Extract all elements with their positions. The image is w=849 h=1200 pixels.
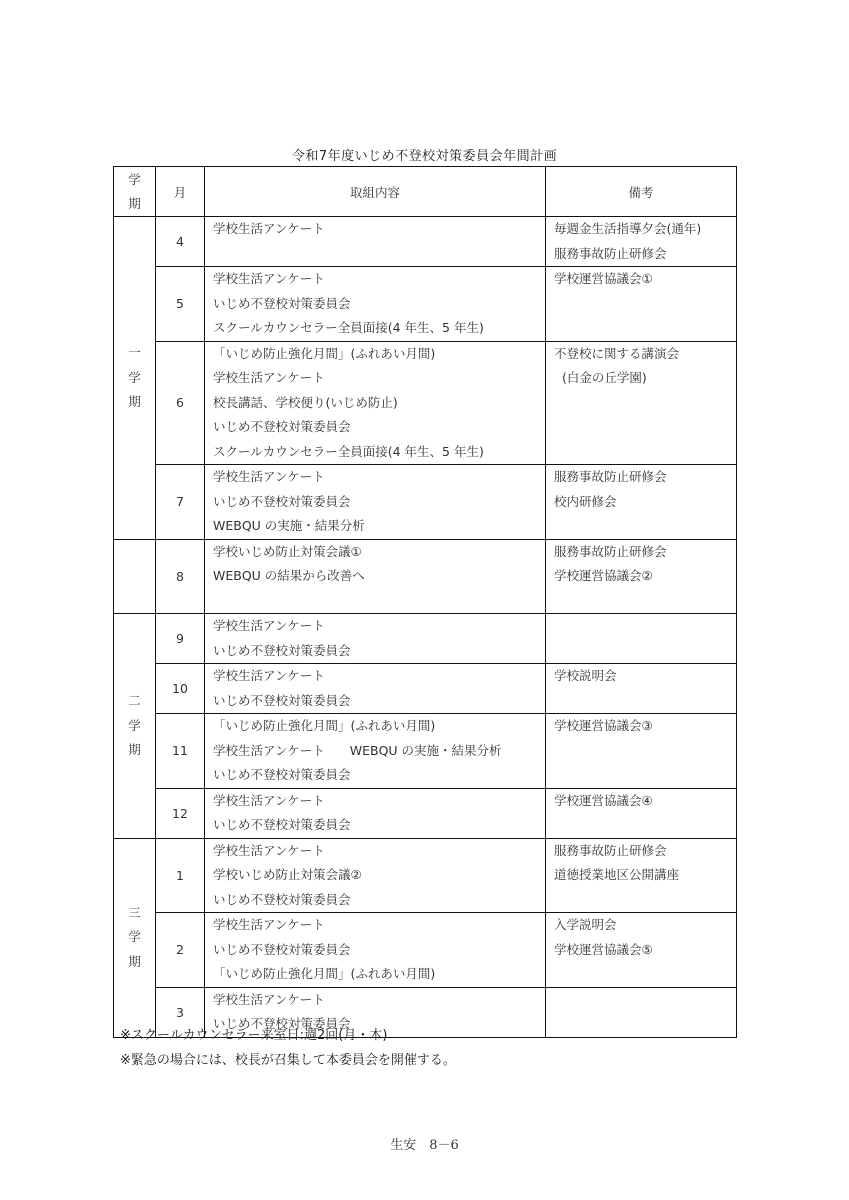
month-cell: 2 <box>156 913 205 988</box>
note-line: 毎週金生活指導夕会(通年) <box>554 221 702 236</box>
content-line: いじめ不登校対策委員会 <box>213 419 351 434</box>
month-cell: 11 <box>156 714 205 789</box>
content-cell <box>205 714 546 789</box>
content-line: WEBQU の結果から改善へ <box>213 568 365 583</box>
content-line: 学校生活アンケート <box>213 469 325 484</box>
month-cell: 10 <box>156 664 205 714</box>
footnote-counselor: ※スクールカウンセラー来室日:週2回(月・木) <box>120 1028 388 1043</box>
table-row <box>114 341 737 465</box>
note-cell <box>546 614 737 664</box>
note-cell <box>546 838 737 913</box>
note-line: (白金の丘学園) <box>554 370 647 385</box>
note-line: 学校運営協議会① <box>554 271 653 286</box>
header-content: 取組内容 <box>205 167 546 217</box>
content-line: 学校生活アンケート <box>213 842 325 858</box>
table-row <box>114 217 737 267</box>
term-cell: 三 学 期 <box>114 838 156 1037</box>
note-line: 服務事故防止研修会 <box>554 245 667 261</box>
note-cell <box>546 664 737 714</box>
content-cell <box>205 217 546 267</box>
header-term: 学 期 <box>114 167 156 217</box>
content-cell <box>205 341 546 465</box>
content-line: いじめ不登校対策委員会 <box>213 1016 351 1031</box>
note-cell <box>546 341 737 465</box>
table-row <box>114 539 737 614</box>
content-line: 学校生活アンケート <box>213 370 325 385</box>
content-line: いじめ不登校対策委員会 <box>213 295 351 311</box>
content-line: スクールカウンセラー全員面接(4 年生、5 年生) <box>213 320 484 335</box>
content-cell <box>205 838 546 913</box>
header-note: 備考 <box>546 167 737 217</box>
note-line: 学校説明会 <box>554 668 617 683</box>
note-cell <box>546 217 737 267</box>
content-cell <box>205 664 546 714</box>
content-line: 学校生活アンケート <box>213 668 325 683</box>
note-line: 入学説明会 <box>554 917 617 932</box>
month-cell: 12 <box>156 788 205 838</box>
content-line: 学校生活アンケート <box>213 271 325 286</box>
content-line: 学校生活アンケート WEBQU の実施・結果分析 <box>213 742 502 758</box>
page-number: 生安 8－6 <box>390 1138 459 1153</box>
note-cell <box>546 913 737 988</box>
term-cell: 一 学 期 <box>114 217 156 540</box>
content-line: 「いじめ防止強化月間」(ふれあい月間) <box>213 345 436 361</box>
note-cell <box>546 267 737 342</box>
month-cell: 6 <box>156 341 205 465</box>
content-line: 学校生活アンケート <box>213 221 325 236</box>
table-row <box>114 838 737 913</box>
note-line: 学校運営協議会⑤ <box>554 941 653 957</box>
content-line: いじめ不登校対策委員会 <box>213 692 351 708</box>
table-row <box>114 664 737 714</box>
content-line: 学校生活アンケート <box>213 618 325 633</box>
term-cell: 二 学 期 <box>114 614 156 839</box>
content-line: 学校生活アンケート <box>213 792 325 808</box>
table-row <box>114 614 737 664</box>
content-cell <box>205 913 546 988</box>
month-cell: 3 <box>156 987 205 1037</box>
month-cell: 7 <box>156 465 205 540</box>
content-line: いじめ不登校対策委員会 <box>213 767 351 782</box>
footnotes <box>120 1024 456 1073</box>
page-title: 令和7年度いじめ不登校対策委員会年間計画 <box>291 149 558 164</box>
month-cell: 1 <box>156 838 205 913</box>
table-row <box>114 465 737 540</box>
content-cell <box>205 267 546 342</box>
annual-plan-table <box>113 166 737 1038</box>
content-line: 学校生活アンケート <box>213 991 325 1007</box>
content-line: 学校いじめ防止対策会議① <box>213 543 362 559</box>
month-cell: 5 <box>156 267 205 342</box>
term-cell <box>114 539 156 614</box>
table-header-row <box>114 167 737 217</box>
note-line: 学校運営協議会④ <box>554 792 653 808</box>
content-line: 学校生活アンケート <box>213 917 325 932</box>
note-cell <box>546 987 737 1037</box>
content-line: いじめ不登校対策委員会 <box>213 817 351 832</box>
table-body <box>114 217 737 1038</box>
note-line: 不登校に関する講演会 <box>554 345 680 361</box>
note-line: 道徳授業地区公開講座 <box>554 867 680 882</box>
month-cell: 9 <box>156 614 205 664</box>
note-line: 学校運営協議会③ <box>554 718 653 733</box>
month-cell: 4 <box>156 217 205 267</box>
header-month: 月 <box>156 167 205 217</box>
content-cell <box>205 614 546 664</box>
content-line: WEBQU の実施・結果分析 <box>213 518 365 533</box>
content-line: 校長講話、学校便り(いじめ防止) <box>213 394 398 410</box>
content-line: 「いじめ防止強化月間」(ふれあい月間) <box>213 718 436 733</box>
note-cell <box>546 788 737 838</box>
content-cell <box>205 539 546 614</box>
note-line: 服務事故防止研修会 <box>554 842 667 858</box>
content-line: いじめ不登校対策委員会 <box>213 642 351 658</box>
content-line: 「いじめ防止強化月間」(ふれあい月間) <box>213 966 436 981</box>
month-cell: 8 <box>156 539 205 614</box>
note-line: 服務事故防止研修会 <box>554 543 667 559</box>
table-row <box>114 714 737 789</box>
note-cell <box>546 539 737 614</box>
content-line: いじめ不登校対策委員会 <box>213 941 351 957</box>
note-line: 学校運営協議会② <box>554 568 653 583</box>
content-line: 学校いじめ防止対策会議② <box>213 867 362 882</box>
table-row <box>114 267 737 342</box>
content-cell <box>205 465 546 540</box>
note-line: 校内研修会 <box>554 493 617 509</box>
content-line: スクールカウンセラー全員面接(4 年生、5 年生) <box>213 443 484 459</box>
table-row <box>114 788 737 838</box>
note-cell <box>546 714 737 789</box>
content-line: いじめ不登校対策委員会 <box>213 493 351 509</box>
note-cell <box>546 465 737 540</box>
content-line: いじめ不登校対策委員会 <box>213 891 351 907</box>
footnote-emergency: ※緊急の場合には、校長が召集して本委員会を開催する。 <box>120 1052 456 1068</box>
content-cell <box>205 788 546 838</box>
note-line: 服務事故防止研修会 <box>554 469 667 484</box>
table-row <box>114 913 737 988</box>
